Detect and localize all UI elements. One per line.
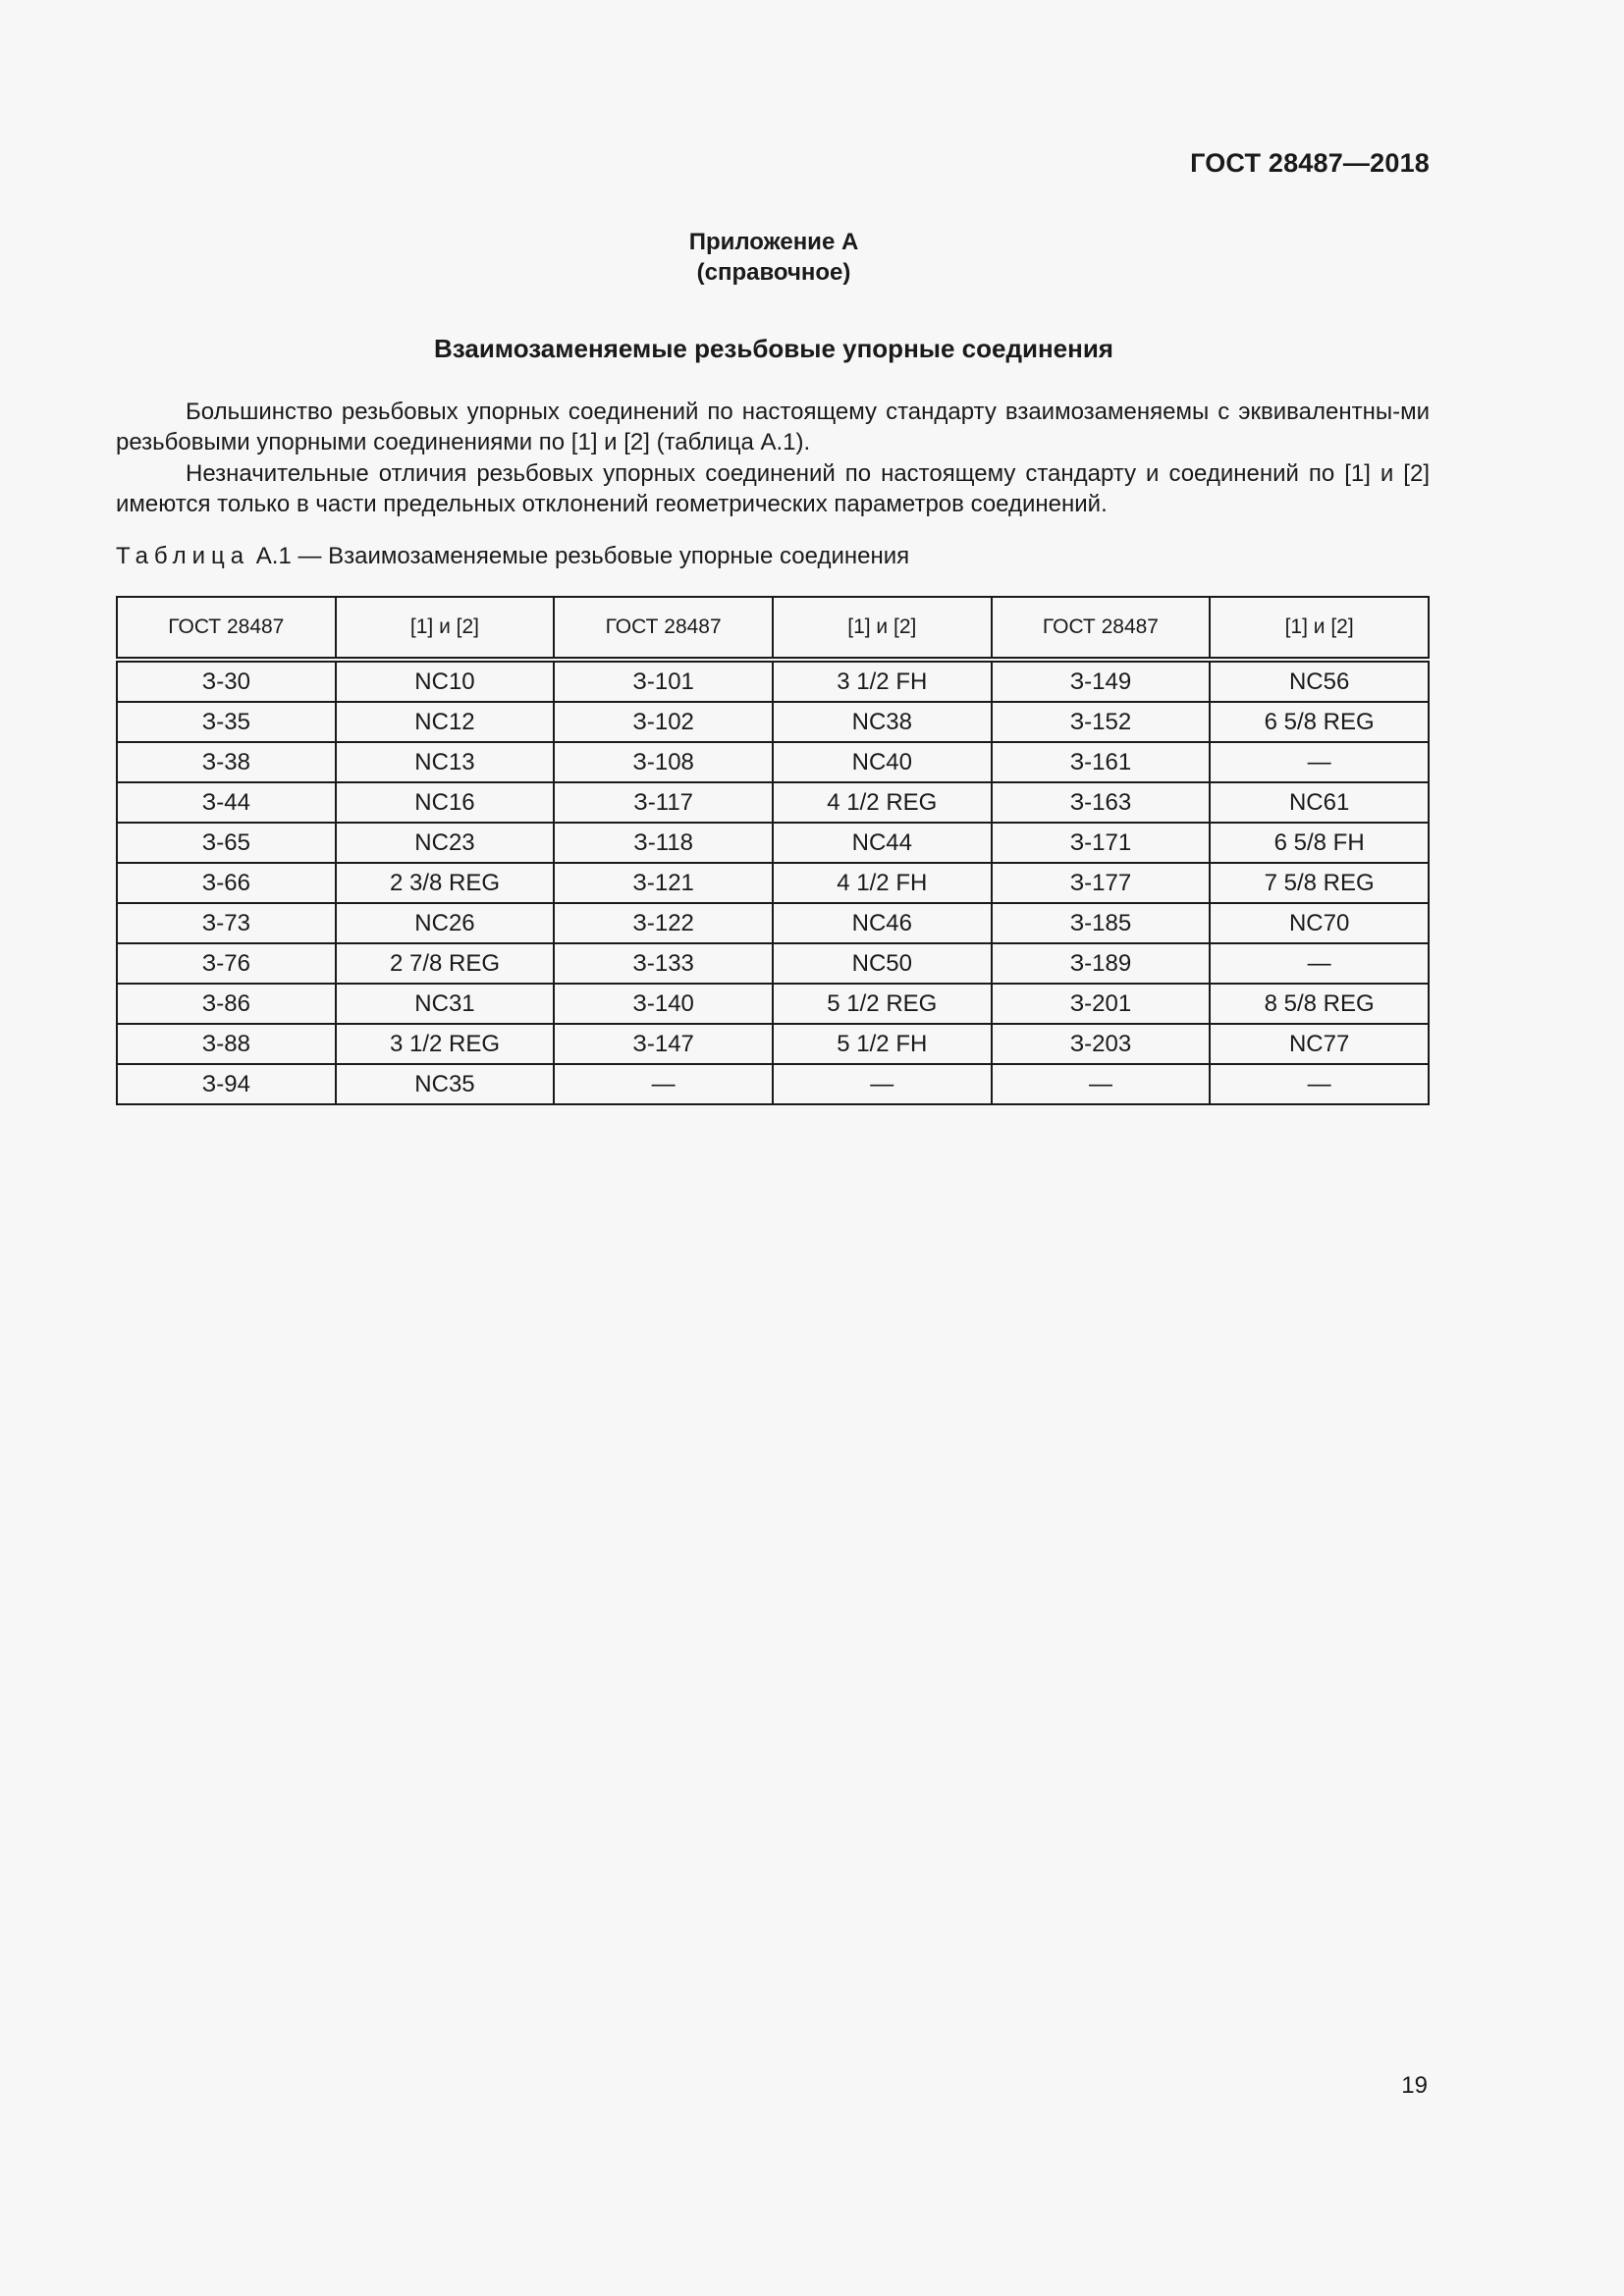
table-cell: — — [554, 1064, 773, 1104]
table-cell: З-201 — [992, 984, 1211, 1024]
table-cell: З-133 — [554, 943, 773, 984]
table-cell: NC44 — [773, 823, 992, 863]
table-row — [117, 984, 1429, 1024]
table-cell: З-122 — [554, 903, 773, 943]
table-cell: NC46 — [773, 903, 992, 943]
table-cell: З-149 — [992, 660, 1211, 702]
table-row — [117, 943, 1429, 984]
table-cell: 2 3/8 REG — [336, 863, 555, 903]
table-cell: NC77 — [1210, 1024, 1429, 1064]
table-cell: NC70 — [1210, 903, 1429, 943]
table-cell: З-102 — [554, 702, 773, 742]
table-cell: 3 1/2 REG — [336, 1024, 555, 1064]
header-cell: [1] и [2] — [336, 597, 555, 660]
table-cell: NC23 — [336, 823, 555, 863]
table-cell: NC61 — [1210, 782, 1429, 823]
header-cell: [1] и [2] — [1210, 597, 1429, 660]
table-cell: З-203 — [992, 1024, 1211, 1064]
table-row — [117, 742, 1429, 782]
table-cell: З-121 — [554, 863, 773, 903]
table-cell: NC31 — [336, 984, 555, 1024]
table-cell: З-76 — [117, 943, 336, 984]
table-cell: NC56 — [1210, 660, 1429, 702]
table-cell: З-189 — [992, 943, 1211, 984]
table-cell: — — [773, 1064, 992, 1104]
appendix-heading — [0, 227, 1547, 288]
table-cell: З-152 — [992, 702, 1211, 742]
table-cell: 6 5/8 FH — [1210, 823, 1429, 863]
table-cell: 5 1/2 FH — [773, 1024, 992, 1064]
table-cell: 8 5/8 REG — [1210, 984, 1429, 1024]
table-cell: З-108 — [554, 742, 773, 782]
header-cell: ГОСТ 28487 — [117, 597, 336, 660]
table-cell: З-94 — [117, 1064, 336, 1104]
table-row — [117, 1024, 1429, 1064]
document-code: ГОСТ 28487—2018 — [1190, 148, 1430, 178]
table-cell: З-117 — [554, 782, 773, 823]
table-cell: З-177 — [992, 863, 1211, 903]
table-cell: З-185 — [992, 903, 1211, 943]
table-cell: 2 7/8 REG — [336, 943, 555, 984]
table-cell: З-171 — [992, 823, 1211, 863]
table-cell: NC26 — [336, 903, 555, 943]
table-cell: NC12 — [336, 702, 555, 742]
table-cell: З-65 — [117, 823, 336, 863]
table-row — [117, 782, 1429, 823]
table-cell: — — [1210, 742, 1429, 782]
appendix-type: (справочное) — [696, 259, 851, 286]
page-number: 19 — [1401, 2072, 1428, 2099]
table-cell: — — [992, 1064, 1211, 1104]
header-cell: [1] и [2] — [773, 597, 992, 660]
body-text — [116, 397, 1430, 519]
table-row — [117, 903, 1429, 943]
table-cell: NC35 — [336, 1064, 555, 1104]
appendix-title: Приложение А — [688, 229, 859, 255]
table-cell: NC10 — [336, 660, 555, 702]
table-caption-label: Таблица — [116, 543, 250, 569]
table-cell: З-88 — [117, 1024, 336, 1064]
table-cell: З-147 — [554, 1024, 773, 1064]
section-title: Взаимозаменяемые резьбовые упорные соединения — [434, 334, 1113, 363]
header-cell: ГОСТ 28487 — [992, 597, 1211, 660]
table-cell: З-44 — [117, 782, 336, 823]
table-cell: NC16 — [336, 782, 555, 823]
table-caption — [116, 543, 909, 570]
table-body — [117, 660, 1429, 1104]
paragraph: Незначительные отличия резьбовых упорных соединений по настоящему стандарту и соединений по [1] и [2] имеются только в части предельных отклонений геометрических параметров соединений. — [116, 460, 1430, 517]
table-cell: 6 5/8 REG — [1210, 702, 1429, 742]
table-cell: З-118 — [554, 823, 773, 863]
interchangeable-connections-table — [116, 596, 1430, 1105]
table-cell: 3 1/2 FH — [773, 660, 992, 702]
table-row — [117, 863, 1429, 903]
table-row — [117, 660, 1429, 702]
table-cell: З-38 — [117, 742, 336, 782]
table-cell: NC40 — [773, 742, 992, 782]
table-cell: З-140 — [554, 984, 773, 1024]
table-cell: З-30 — [117, 660, 336, 702]
table-cell: 4 1/2 FH — [773, 863, 992, 903]
table-cell: 5 1/2 REG — [773, 984, 992, 1024]
table-cell: З-35 — [117, 702, 336, 742]
table-cell: 7 5/8 REG — [1210, 863, 1429, 903]
table-cell: NC50 — [773, 943, 992, 984]
table-cell: З-66 — [117, 863, 336, 903]
table-header-row — [117, 597, 1429, 660]
table-cell: — — [1210, 1064, 1429, 1104]
table-cell: NC38 — [773, 702, 992, 742]
table-cell: 4 1/2 REG — [773, 782, 992, 823]
table-cell: З-163 — [992, 782, 1211, 823]
table-row — [117, 702, 1429, 742]
paragraph: Большинство резьбовых упорных соединений по настоящему стандарту взаимозаменяемы с эквивалентны-ми резьбовыми упорными соединениями по [1] и [2] (таблица А.1). — [116, 399, 1430, 455]
table-cell: NC13 — [336, 742, 555, 782]
table-caption-text: А.1 — Взаимозаменяемые резьбовые упорные соединения — [249, 543, 910, 569]
table-row — [117, 823, 1429, 863]
table-cell: З-73 — [117, 903, 336, 943]
table-cell: З-86 — [117, 984, 336, 1024]
header-cell: ГОСТ 28487 — [554, 597, 773, 660]
table-cell: З-161 — [992, 742, 1211, 782]
table-row — [117, 1064, 1429, 1104]
table-cell: З-101 — [554, 660, 773, 702]
table-cell: — — [1210, 943, 1429, 984]
